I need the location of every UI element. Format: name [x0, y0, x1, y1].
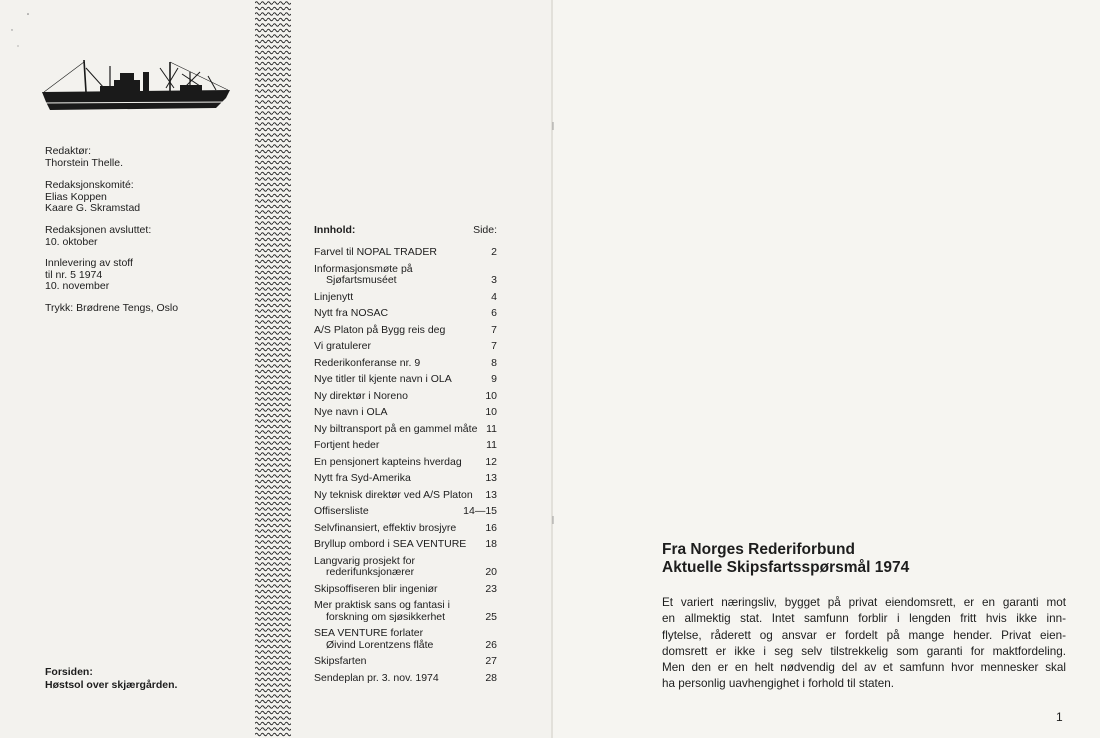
toc-title-line: forskning om sjøsikkerhet: [326, 610, 446, 623]
toc-item-page: 12: [485, 455, 497, 468]
toc-item-page: 13: [485, 488, 497, 501]
toc-item-page: 28: [485, 671, 497, 684]
toc-item-page: 27: [485, 655, 497, 667]
toc-title-line: Nytt fra Syd-Amerika: [314, 472, 411, 484]
toc-title-line: Ny biltransport på en gammel måte: [314, 422, 478, 435]
toc-item-page: 11: [486, 422, 497, 435]
toc-item-page: 8: [491, 356, 497, 369]
editor-name: Thorstein Thelle.: [45, 156, 124, 169]
article-line: ha personlig uavhengighet i forhold til staten.: [662, 677, 894, 691]
toc-title-line: SEA VENTURE forlater: [314, 627, 424, 639]
toc-title-line: Sendeplan pr. 3. nov. 1974: [314, 671, 439, 684]
article-title-line2: Aktuelle Skipsfartsspørsmål 1974: [662, 559, 910, 576]
toc-item-page: 20: [485, 566, 497, 578]
cover-label: Forsiden:: [45, 666, 93, 678]
toc-item-page: 16: [485, 521, 497, 534]
toc-title-line: Langvarig prosjekt for: [314, 554, 415, 567]
article-line: flytelse, råderett og ansvar er fordelt på mange hender. Privat eien-: [662, 628, 1066, 642]
editor-label: Redaktør:: [45, 145, 92, 157]
toc-title-line: Mer praktisk sans og fantasi i: [314, 599, 450, 611]
toc-item-page: 10: [485, 389, 497, 402]
toc-title-line: Linjenytt: [314, 290, 354, 303]
toc-item-page: 11: [486, 439, 497, 451]
committee-member: Kaare G. Skramstad: [45, 202, 141, 214]
toc-item-page: 25: [485, 610, 497, 623]
article-line: Men den er en helt nødvendig del av et samfunn hvor mennesker skal: [662, 661, 1066, 675]
toc-title-line: Informasjonsmøte på: [314, 262, 413, 275]
toc-title-line: Ny teknisk direktør ved A/S Platon: [314, 488, 473, 501]
cover-text: Høstsol over skjærgården.: [45, 679, 178, 691]
toc-title-line: Ny direktør i Noreno: [314, 389, 408, 402]
toc-title-line: En pensjonert kapteins hverdag: [314, 455, 462, 468]
toc-title-line: Nye navn i OLA: [314, 406, 388, 418]
toc-title-line: Rederikonferanse nr. 9: [314, 356, 421, 369]
toc-title-line: Sjøfartsmuséet: [326, 274, 397, 286]
toc-item-page: 2: [491, 246, 497, 258]
printer-credit: Trykk: Brødrene Tengs, Oslo: [45, 302, 179, 314]
toc-title-line: Skipsoffiseren blir ingeniør: [314, 582, 438, 595]
toc-title-line: rederifunksjonærer: [326, 566, 415, 578]
toc-item-page: 4: [491, 290, 497, 303]
closing-label: Redaksjonen avsluttet:: [45, 224, 152, 236]
article-line: domsrett er ikke i seg selv tilstrekkelig som garanti for maktfordeling.: [662, 644, 1066, 658]
toc-title-line: Nytt fra NOSAC: [314, 307, 389, 319]
toc-item-page: 7: [491, 323, 497, 336]
committee-label: Redaksjonskomité:: [45, 179, 134, 191]
toc-item-page: 6: [491, 307, 497, 319]
toc-item-page: 14—15: [463, 505, 497, 517]
article-line: en allmektig stat. Intet samfunn forblir i lengden fritt hvis ikke inn-: [662, 612, 1066, 626]
toc-title-line: Nye titler til kjente navn i OLA: [314, 373, 452, 385]
toc-title-line: Vi gratulerer: [314, 340, 372, 352]
toc-title-line: Farvel til NOPAL TRADER: [314, 246, 437, 258]
article-title-line1: Fra Norges Rederiforbund: [662, 541, 855, 558]
toc-page-heading: Side:: [473, 224, 497, 236]
toc-title-line: A/S Platon på Bygg reis deg: [314, 323, 446, 336]
toc-item-page: 7: [491, 340, 497, 352]
committee-member: Elias Koppen: [45, 190, 107, 203]
toc-item-page: 26: [485, 638, 497, 651]
toc-item-page: 18: [485, 538, 497, 550]
toc-item-page: 10: [485, 406, 497, 418]
toc-title-line: Offisersliste: [314, 505, 369, 517]
page-number: 1: [1056, 710, 1063, 724]
submission-line: 10. november: [45, 280, 110, 292]
closing-date: 10. oktober: [45, 235, 98, 248]
submission-line: Innlevering av stoff: [45, 257, 133, 269]
toc-title-line: Bryllup ombord i SEA VENTURE: [314, 538, 467, 550]
toc-item-page: 13: [485, 472, 497, 484]
toc-item-page: 9: [491, 373, 497, 385]
submission-line: til nr. 5 1974: [45, 268, 103, 281]
toc-item-page: 23: [485, 582, 497, 595]
toc-heading: Innhold:: [314, 224, 356, 236]
toc-title-line: Skipsfarten: [314, 655, 367, 667]
toc-title-line: Øivind Lorentzens flåte: [326, 638, 434, 651]
article-line: Et variert næringsliv, bygget på privat eiendomsrett, er en garanti mot: [662, 596, 1066, 609]
toc-title-line: Fortjent heder: [314, 439, 380, 451]
toc-item-page: 3: [491, 274, 497, 286]
toc-title-line: Selvfinansiert, effektiv brosjyre: [314, 521, 457, 534]
